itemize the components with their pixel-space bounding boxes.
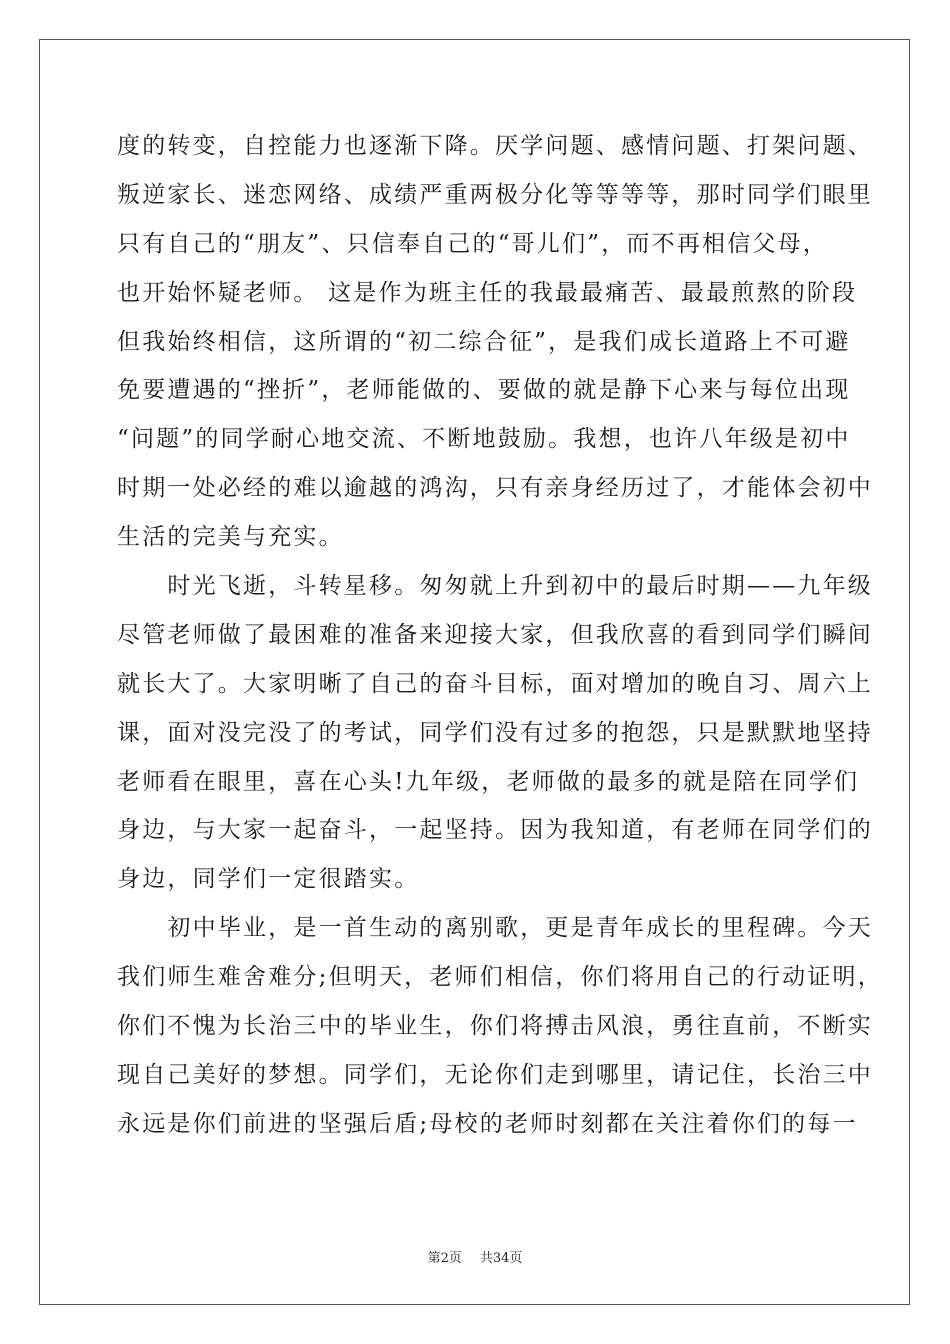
text-line: 叛逆家长、迷恋网络、成绩严重两极分化等等等等，那时同学们眼里: [117, 181, 873, 208]
text-line: 但我始终相信，这所谓的“初二综合征”，是我们成长道路上不可避: [117, 328, 851, 355]
total-pages-label: 共34页: [479, 1251, 523, 1266]
text-line: 身边，同学们一定很踏实。: [117, 866, 420, 893]
document-body: [117, 122, 883, 1149]
text-line: “问题”的同学耐心地交流、不断地鼓励。我想，也许八年级是初中: [117, 426, 851, 453]
text-line: 免要遭遇的“挫折”，老师能做的、要做的就是静下心来与每位出现: [117, 377, 851, 404]
text-line: 就长大了。大家明晰了自己的奋斗目标，面对增加的晚自习、周六上: [117, 670, 873, 697]
text-line: 永远是你们前进的坚强后盾;母校的老师时刻都在关注着你们的每一: [117, 1110, 858, 1137]
text-line: 老师看在眼里，喜在心头!九年级，老师做的最多的就是陪在同学们: [117, 768, 860, 795]
text-line: 现自己美好的梦想。同学们，无论你们走到哪里，请记住，长治三中: [117, 1061, 873, 1088]
current-page-label: 第2页: [427, 1251, 462, 1266]
text-line: 你们不愧为长治三中的毕业生，你们将搏击风浪，勇往直前，不断实: [117, 1013, 873, 1040]
text-line: 身边，与大家一起奋斗，一起坚持。因为我知道，有老师在同学们的: [117, 817, 873, 844]
text-line: 只有自己的“朋友”、只信奉自己的“哥儿们”，而不再相信父母，: [117, 230, 829, 257]
text-line: 尽管老师做了最困难的准备来迎接大家，但我欣喜的看到同学们瞬间: [117, 621, 873, 648]
text-line: 度的转变，自控能力也逐渐下降。厌学问题、感情问题、打架问题、: [117, 133, 873, 159]
text-line: 初中毕业，是一首生动的离别歌，更是青年成长的里程碑。今天: [117, 915, 873, 942]
text-line: 时期一处必经的难以逾越的鸿沟，只有亲身经历过了，才能体会初中: [117, 475, 873, 502]
text-line: 课，面对没完没了的考试，同学们没有过多的抱怨，只是默默地坚持: [117, 719, 873, 746]
text-line: 时光飞逝，斗转星移。匆匆就上升到初中的最后时期——九年级: [117, 573, 873, 600]
text-line: 生活的完美与充实。: [117, 524, 344, 551]
text-line: 也开始怀疑老师。 这是作为班主任的我最最痛苦、最最煎熬的阶段: [117, 279, 858, 306]
page-footer: [0, 1247, 950, 1266]
text-line: 我们师生难舍难分;但明天，老师们相信，你们将用自己的行动证明，: [117, 964, 883, 991]
